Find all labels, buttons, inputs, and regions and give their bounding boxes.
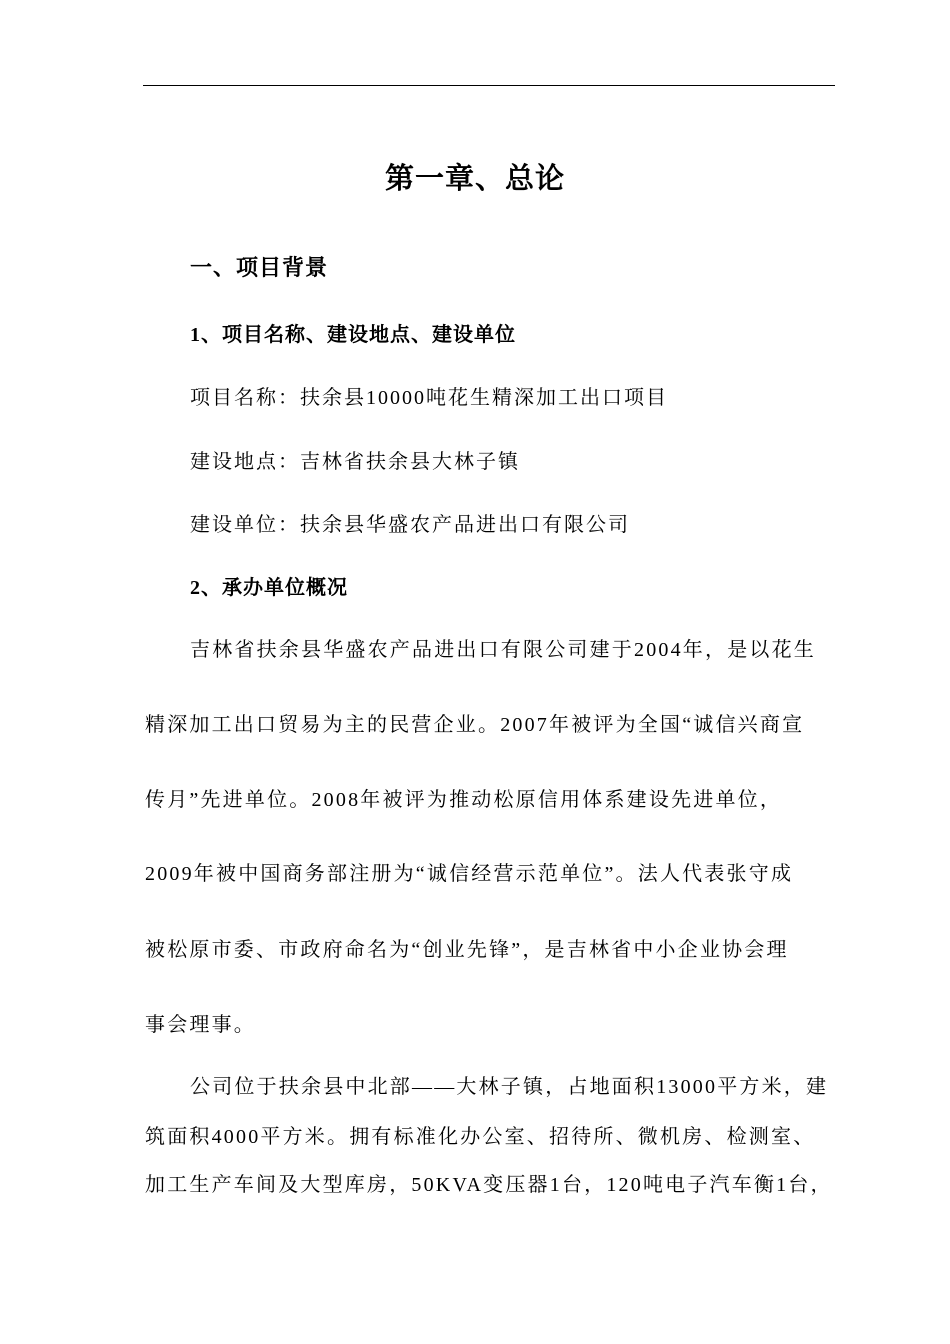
field-location (190, 445, 520, 474)
paragraph-line: 公司位于扶余县中北部——大林子镇，占地面积13000平方米，建 (190, 1076, 829, 1098)
field-label: 项目名称： (190, 387, 300, 409)
paragraph-line: 筑面积4000平方米。拥有标准化办公室、招待所、微机房、检测室、 (145, 1126, 816, 1148)
header-rule (143, 85, 835, 86)
field-value: 吉林省扶余县大林子镇 (300, 451, 520, 473)
chapter-title: 第一章、总论 (384, 161, 565, 195)
field-value: 扶余县10000吨花生精深加工出口项目 (300, 387, 668, 409)
field-label: 建设单位： (190, 514, 300, 536)
paragraph-line: 2009年被中国商务部注册为“诚信经营示范单位”。法人代表张守成 (145, 863, 794, 885)
field-value: 扶余县华盛农产品进出口有限公司 (300, 514, 630, 536)
section-title: 一、项目背景 (190, 256, 329, 281)
field-label: 建设地点： (190, 451, 300, 473)
paragraph-line: 传月”先进单位。2008年被评为推动松原信用体系建设先进单位， (145, 789, 783, 811)
subsection-title-2: 2、承办单位概况 (190, 577, 348, 599)
field-project-name (190, 381, 668, 410)
paragraph-line: 精深加工出口贸易为主的民营企业。2007年被评为全国“诚信兴商宣 (145, 714, 805, 736)
field-organization (190, 508, 630, 537)
paragraph-line: 事会理事。 (145, 1014, 256, 1036)
paragraph-line: 吉林省扶余县华盛农产品进出口有限公司建于2004年，是以花生 (190, 639, 816, 661)
paragraph-line: 加工生产车间及大型库房，50KVA变压器1台，120吨电子汽车衡1台， (145, 1174, 833, 1196)
paragraph-line: 被松原市委、市政府命名为“创业先锋”，是吉林省中小企业协会理 (145, 939, 789, 961)
subsection-title-1: 1、项目名称、建设地点、建设单位 (190, 324, 516, 346)
